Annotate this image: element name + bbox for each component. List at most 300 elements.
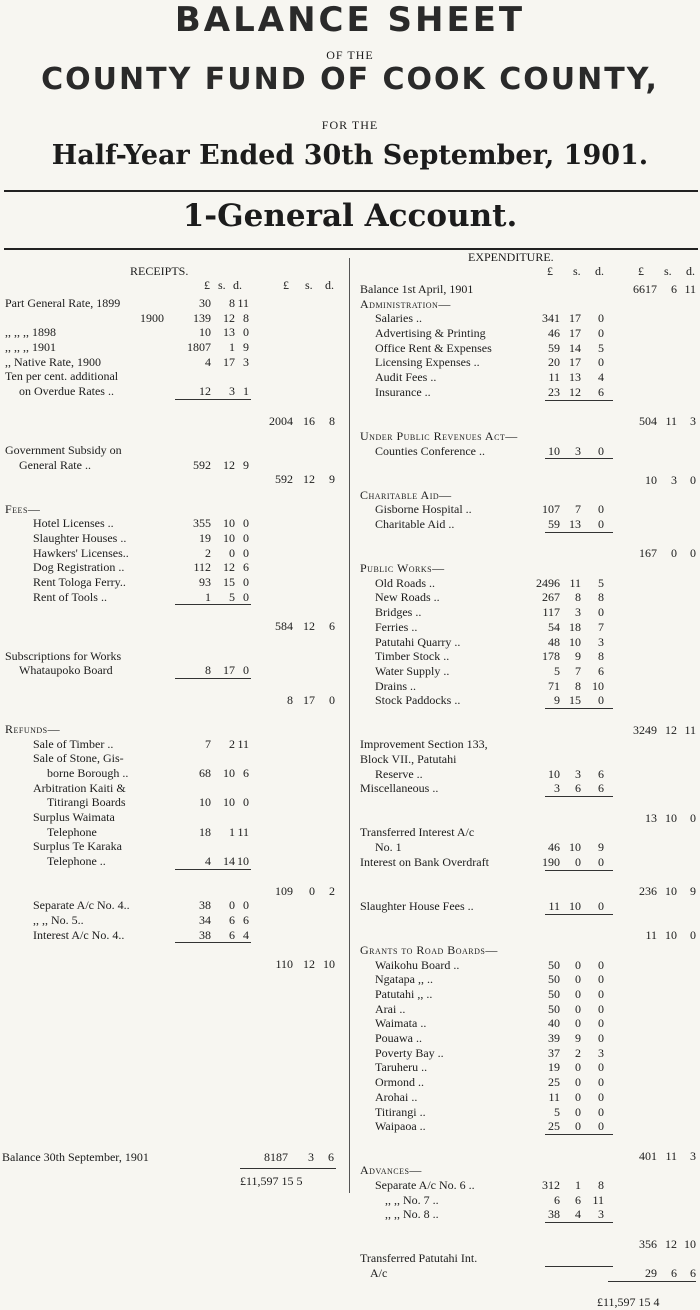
ledger-row: [360, 620, 698, 635]
item-amount: 19: [199, 531, 211, 545]
item-amount: 12: [569, 384, 581, 399]
ledger-row: [5, 516, 345, 531]
item-amount: 17: [569, 326, 581, 341]
ledger-row: [5, 296, 345, 311]
row-label: Water Supply ..: [375, 663, 450, 678]
ledger-row: [360, 1031, 698, 1046]
subtotal-amount: 356: [639, 1236, 657, 1251]
row-label: Stock Paddocks ..: [375, 693, 461, 708]
subtotal-amount: 401: [639, 1148, 657, 1163]
ledger-row: [360, 1090, 698, 1105]
row-label: Patutahi ,, ..: [375, 987, 433, 1001]
item-amount: 0: [243, 898, 249, 913]
item-amount: 0: [598, 1031, 604, 1046]
period: Half-Year Ended 30th September, 1901.: [51, 140, 649, 171]
subtotal-amount: 10: [645, 472, 657, 487]
ledger-row: [360, 987, 698, 1002]
item-amount: 1: [229, 824, 235, 839]
row-label: Surplus Te Karaka: [33, 839, 122, 854]
ledger-row: [360, 855, 698, 870]
receipts-total-rule: [240, 1168, 336, 1169]
row-label: 1900: [140, 310, 164, 325]
subtotal-amount: 6617: [633, 282, 657, 296]
ledger-row: [360, 561, 698, 576]
item-amount: 0: [598, 311, 604, 326]
ledger-row: [360, 649, 698, 664]
item-amount: 11: [548, 1089, 560, 1104]
row-label: Rent Tologa Ferry..: [33, 575, 126, 590]
item-amount: 0: [575, 1104, 581, 1119]
row-label: Block VII., Patutahi: [360, 752, 457, 766]
item-amount: 0: [229, 898, 235, 913]
row-label: Licensing Expenses ..: [375, 355, 480, 370]
subtotal-amount: 6: [690, 1266, 696, 1281]
subtotal-amount: 592: [275, 472, 293, 487]
item-amount: 48: [548, 634, 560, 649]
unit-pound-total: £: [283, 278, 289, 292]
item-amount: 8: [243, 310, 249, 325]
item-amount: 4: [205, 854, 211, 869]
ledger-row: [360, 1060, 698, 1075]
ledger-row: [360, 1266, 698, 1281]
item-amount: 0: [575, 1089, 581, 1104]
item-amount: 12: [223, 560, 235, 575]
row-label: Advertising & Printing: [375, 326, 486, 341]
exp-unit-pound: £: [547, 264, 553, 278]
ledger-row: [360, 1193, 698, 1208]
item-amount: 5: [598, 575, 604, 590]
item-amount: 8: [598, 649, 604, 664]
item-amount: 3: [575, 605, 581, 620]
subtotal-amount: 12: [303, 619, 315, 634]
row-label: ,, Native Rate, 1900: [5, 354, 101, 369]
subtotal-amount: 11: [665, 1148, 677, 1163]
ledger-row: [360, 311, 698, 326]
ledger-row: [5, 472, 345, 487]
item-amount: 5: [229, 589, 235, 604]
item-amount: 355: [193, 516, 211, 531]
ledger-row: [5, 825, 345, 840]
row-label: Old Roads ..: [375, 575, 435, 590]
item-amount: 13: [223, 325, 235, 340]
row-label: Waimata ..: [375, 1016, 427, 1031]
subtotal-amount: 12: [303, 956, 315, 971]
section-rule: [4, 248, 698, 250]
item-amount: 6: [243, 766, 249, 780]
item-amount: 1: [205, 589, 211, 604]
item-amount: 68: [199, 766, 211, 780]
subtotal-amount: 0: [690, 546, 696, 561]
item-amount: 4: [598, 370, 604, 385]
item-amount: 17: [569, 311, 581, 326]
exp-unit-shilling-total: s.: [664, 264, 672, 278]
subtotal-amount: 11: [684, 722, 696, 737]
subtotal-amount: 167: [639, 546, 657, 561]
item-amount: 10: [223, 516, 235, 531]
item-amount: 6: [575, 781, 581, 796]
item-amount: 10: [592, 678, 604, 693]
item-amount: 19: [548, 1060, 560, 1075]
for-the: FOR THE: [321, 118, 379, 132]
ledger-row: [5, 369, 345, 384]
subtotal-amount: 584: [275, 619, 293, 634]
subtotal-amount: 109: [275, 883, 293, 898]
subtotal-amount: 6: [671, 1266, 677, 1281]
subtotal-amount: 0: [690, 472, 696, 487]
item-amount: 6: [229, 927, 235, 942]
item-amount: 0: [243, 325, 249, 340]
item-amount: 3: [598, 1207, 604, 1222]
sum-rule: [545, 1134, 613, 1135]
item-amount: 6: [598, 766, 604, 781]
item-amount: 38: [548, 1207, 560, 1222]
receipts-total: £11,597 15 5: [240, 1174, 303, 1188]
subtotal-amount: 9: [329, 472, 335, 487]
row-label: ,, ,, ,, 1901: [5, 340, 56, 355]
ledger-row: [5, 884, 345, 899]
ledger-row: [360, 884, 698, 899]
ledger-row: [360, 400, 698, 415]
item-amount: 10: [548, 443, 560, 458]
item-amount: 10: [548, 766, 560, 781]
item-amount: 10: [237, 854, 249, 869]
row-label: Advances—: [360, 1163, 422, 1178]
row-label: General Rate ..: [19, 457, 91, 472]
subtotal-amount: 0: [671, 546, 677, 561]
row-label: Slaughter House Fees ..: [360, 898, 474, 913]
item-amount: 6: [598, 781, 604, 796]
sum-rule: [545, 914, 613, 915]
ledger-row: [360, 297, 698, 312]
ledger-row: [360, 1281, 698, 1296]
subtotal-amount: 236: [639, 884, 657, 899]
row-label: A/c: [370, 1266, 388, 1281]
item-amount: 0: [598, 898, 604, 913]
row-label: Gisborne Hospital ..: [375, 502, 472, 517]
item-amount: 54: [548, 619, 560, 634]
unit-pound: £: [204, 278, 210, 292]
ledger-row: [5, 634, 345, 649]
item-amount: 37: [548, 1045, 560, 1060]
ledger-row: [5, 355, 345, 370]
unit-shilling: s.: [218, 278, 226, 292]
ledger-row: [360, 1251, 698, 1266]
row-label: Government Subsidy on: [5, 442, 122, 457]
item-amount: 13: [569, 517, 581, 531]
ledger-row: [5, 913, 345, 928]
row-label: Public Works—: [360, 561, 445, 576]
ledger-row: [360, 914, 698, 929]
item-amount: 0: [598, 1119, 604, 1134]
ledger-row: [360, 1149, 698, 1164]
ledger-row: [360, 458, 698, 473]
row-label: Reserve ..: [375, 766, 423, 781]
ledger-row: [5, 707, 345, 722]
item-amount: 6: [575, 1192, 581, 1207]
row-label: ,, ,, No. 5..: [33, 912, 84, 927]
expenditure-heading: EXPENDITURE.: [468, 250, 554, 264]
ledger-row: [360, 811, 698, 826]
item-amount: 0: [575, 854, 581, 869]
row-label: Counties Conference ..: [375, 443, 485, 458]
item-amount: 4: [243, 927, 249, 942]
ledger-row: [360, 1178, 698, 1193]
item-amount: 40: [548, 1016, 560, 1031]
ledger-row: [360, 870, 698, 885]
ledger-row: [360, 723, 698, 738]
subtotal-amount: 6: [329, 619, 335, 634]
ledger-row: [360, 576, 698, 591]
row-label: Patutahi Quarry ..: [375, 634, 461, 649]
ledger-row: [360, 708, 698, 723]
subtotal-amount: 10: [665, 884, 677, 899]
item-amount: 3: [229, 384, 235, 399]
row-label: Separate A/c No. 4..: [33, 898, 130, 913]
ledger-row: [5, 869, 345, 884]
row-label: Hawkers' Licenses..: [33, 545, 129, 560]
row-label: Pouawa ..: [375, 1031, 422, 1046]
item-amount: 0: [598, 443, 604, 458]
unit-pence: d.: [233, 278, 242, 292]
balance-shillings: 3: [308, 1150, 314, 1164]
ledger-row: [5, 340, 345, 355]
ledger-row: [5, 693, 345, 708]
subtotal-amount: 13: [645, 810, 657, 825]
item-amount: 267: [542, 590, 560, 605]
row-label: Telephone ..: [47, 854, 106, 869]
row-label: Grants to Road Boards—: [360, 942, 498, 957]
ledger-row: [360, 664, 698, 679]
item-amount: 12: [223, 457, 235, 472]
column-divider: [349, 258, 350, 1193]
row-label: ,, ,, No. 7 ..: [385, 1192, 439, 1207]
ledger-row: [360, 1237, 698, 1252]
sum-rule: [545, 870, 613, 871]
ledger-row: [360, 605, 698, 620]
item-amount: 0: [598, 1016, 604, 1031]
row-label: Transferred Interest A/c: [360, 825, 475, 840]
item-amount: 12: [223, 310, 235, 325]
item-amount: 0: [598, 1089, 604, 1104]
item-amount: 10: [569, 840, 581, 855]
item-amount: 0: [575, 987, 581, 1001]
title: BALANCE SHEET: [174, 0, 526, 40]
item-amount: 0: [575, 1016, 581, 1031]
item-amount: 0: [243, 545, 249, 560]
ledger-row: [360, 370, 698, 385]
ledger-row: [360, 1119, 698, 1134]
exp-unit-pence-total: d.: [686, 264, 695, 278]
item-amount: 0: [598, 355, 604, 370]
item-amount: 46: [548, 326, 560, 341]
ledger-row: [5, 399, 345, 414]
item-amount: 50: [548, 987, 560, 1001]
item-amount: 10: [199, 795, 211, 810]
item-amount: 50: [548, 1001, 560, 1016]
row-label: Waipaoa ..: [375, 1119, 426, 1134]
ledger-row: [5, 766, 345, 781]
row-label: Poverty Bay ..: [375, 1045, 444, 1060]
item-amount: 312: [542, 1177, 560, 1192]
ledger-row: [360, 282, 698, 297]
sum-rule: [175, 869, 251, 870]
item-amount: 14: [223, 854, 235, 869]
row-label: Interest A/c No. 4..: [33, 927, 125, 942]
ledger-row: [5, 531, 345, 546]
ledger-row: [360, 429, 698, 444]
ledger-row: [360, 1075, 698, 1090]
subtotal-amount: 11: [684, 282, 696, 296]
ledger-row: [5, 663, 345, 678]
item-amount: 0: [598, 517, 604, 531]
item-amount: 5: [554, 1104, 560, 1119]
item-amount: 0: [598, 1060, 604, 1075]
item-amount: 0: [575, 1001, 581, 1016]
row-label: No. 1: [375, 840, 402, 855]
item-amount: 0: [598, 972, 604, 987]
ledger-row: [5, 384, 345, 399]
subtotal-amount: 0: [690, 928, 696, 943]
item-amount: 17: [569, 355, 581, 370]
row-label: Taruheru ..: [375, 1060, 428, 1075]
ledger-row: [5, 722, 345, 737]
item-amount: 34: [199, 912, 211, 927]
subtotal-amount: 29: [645, 1266, 657, 1281]
ledger-row: [360, 679, 698, 694]
ledger-row: [5, 590, 345, 605]
item-amount: 2496: [536, 575, 560, 590]
item-amount: 0: [243, 795, 249, 810]
item-amount: 3: [554, 781, 560, 796]
row-label: ,, ,, ,, 1898: [5, 325, 56, 340]
ledger-row: [360, 972, 698, 987]
item-amount: 7: [575, 663, 581, 678]
item-amount: 592: [193, 457, 211, 472]
balance-label: Balance 30th September, 1901: [2, 1150, 149, 1164]
item-amount: 30: [199, 296, 211, 310]
row-label: Separate A/c No. 6 ..: [375, 1177, 475, 1192]
item-amount: 107: [542, 502, 560, 517]
row-label: Miscellaneous ..: [360, 781, 439, 796]
subtotal-amount: 2: [329, 883, 335, 898]
row-label: Salaries ..: [375, 311, 422, 326]
item-amount: 4: [205, 354, 211, 369]
subtotal-amount: 8: [287, 692, 293, 707]
item-amount: 0: [243, 663, 249, 678]
row-label: New Roads ..: [375, 590, 440, 605]
subtotal-amount: 0: [309, 883, 315, 898]
ledger-row: [360, 590, 698, 605]
ledger-row: [5, 560, 345, 575]
item-amount: 18: [199, 824, 211, 839]
row-label: Subscriptions for Works: [5, 648, 122, 663]
item-amount: 3: [598, 634, 604, 649]
item-amount: 9: [575, 1031, 581, 1046]
item-amount: 6: [229, 912, 235, 927]
ledger-row: [360, 1134, 698, 1149]
ledger-row: [5, 311, 345, 326]
row-label: Arbitration Kaiti &: [33, 780, 126, 795]
sum-rule: [545, 532, 613, 533]
ledger-row: [360, 517, 698, 532]
ledger-row: [5, 839, 345, 854]
sum-rule: [175, 678, 251, 679]
item-amount: 7: [205, 736, 211, 751]
ledger-row: [360, 943, 698, 958]
item-amount: 15: [569, 693, 581, 708]
balance-pence: 6: [328, 1150, 334, 1164]
item-amount: 0: [598, 854, 604, 869]
item-amount: 10: [223, 531, 235, 545]
ledger-row: [5, 619, 345, 634]
row-label: Hotel Licenses ..: [33, 516, 114, 531]
item-amount: 2: [575, 1045, 581, 1060]
ledger-row: [360, 781, 698, 796]
ledger-row: [5, 546, 345, 561]
row-label: Part General Rate, 1899: [5, 296, 121, 310]
item-amount: 38: [199, 927, 211, 942]
subtotal-amount: 2004: [269, 413, 293, 428]
subtotal-amount: 10: [684, 1236, 696, 1251]
subtotal-amount: 10: [665, 810, 677, 825]
row-label: Ormond ..: [375, 1075, 424, 1090]
item-amount: 39: [548, 1031, 560, 1046]
item-amount: 11: [548, 898, 560, 913]
sum-rule: [608, 1281, 696, 1282]
item-amount: 10: [223, 766, 235, 780]
item-amount: 46: [548, 840, 560, 855]
ledger-row: [5, 604, 345, 619]
sum-rule: [545, 458, 613, 459]
exp-unit-pound-total: £: [638, 264, 644, 278]
item-amount: 178: [542, 649, 560, 664]
row-label: Ngatapa ,, ..: [375, 972, 433, 987]
item-amount: 0: [598, 987, 604, 1001]
item-amount: 10: [569, 634, 581, 649]
subtotal-amount: 0: [690, 810, 696, 825]
item-amount: 0: [243, 575, 249, 590]
item-amount: 17: [223, 663, 235, 678]
subtotal-amount: 11: [645, 928, 657, 943]
ledger-row: [360, 1207, 698, 1222]
sum-rule: [545, 796, 613, 797]
subtotal-amount: 6: [671, 282, 677, 296]
item-amount: 1: [229, 340, 235, 355]
item-amount: 9: [598, 840, 604, 855]
item-amount: 8: [598, 590, 604, 605]
row-label: Refunds—: [5, 721, 61, 736]
subtotal-amount: 12: [665, 722, 677, 737]
receipts-column: [5, 296, 345, 972]
row-label: Balance 1st April, 1901: [360, 282, 474, 296]
item-amount: 6: [598, 384, 604, 399]
item-amount: 17: [223, 354, 235, 369]
item-amount: 0: [598, 1075, 604, 1090]
ledger-row: [5, 575, 345, 590]
ledger-row: [5, 810, 345, 825]
subtotal-amount: 504: [639, 414, 657, 429]
item-amount: 0: [243, 531, 249, 545]
item-amount: 139: [193, 310, 211, 325]
item-amount: 6: [554, 1192, 560, 1207]
expenditure-column: [360, 282, 698, 1310]
item-amount: 0: [598, 605, 604, 620]
item-amount: 59: [548, 340, 560, 355]
item-amount: 0: [598, 1001, 604, 1016]
item-amount: 11: [237, 296, 249, 310]
row-label: Charitable Aid—: [360, 487, 452, 502]
item-amount: 2: [229, 736, 235, 751]
